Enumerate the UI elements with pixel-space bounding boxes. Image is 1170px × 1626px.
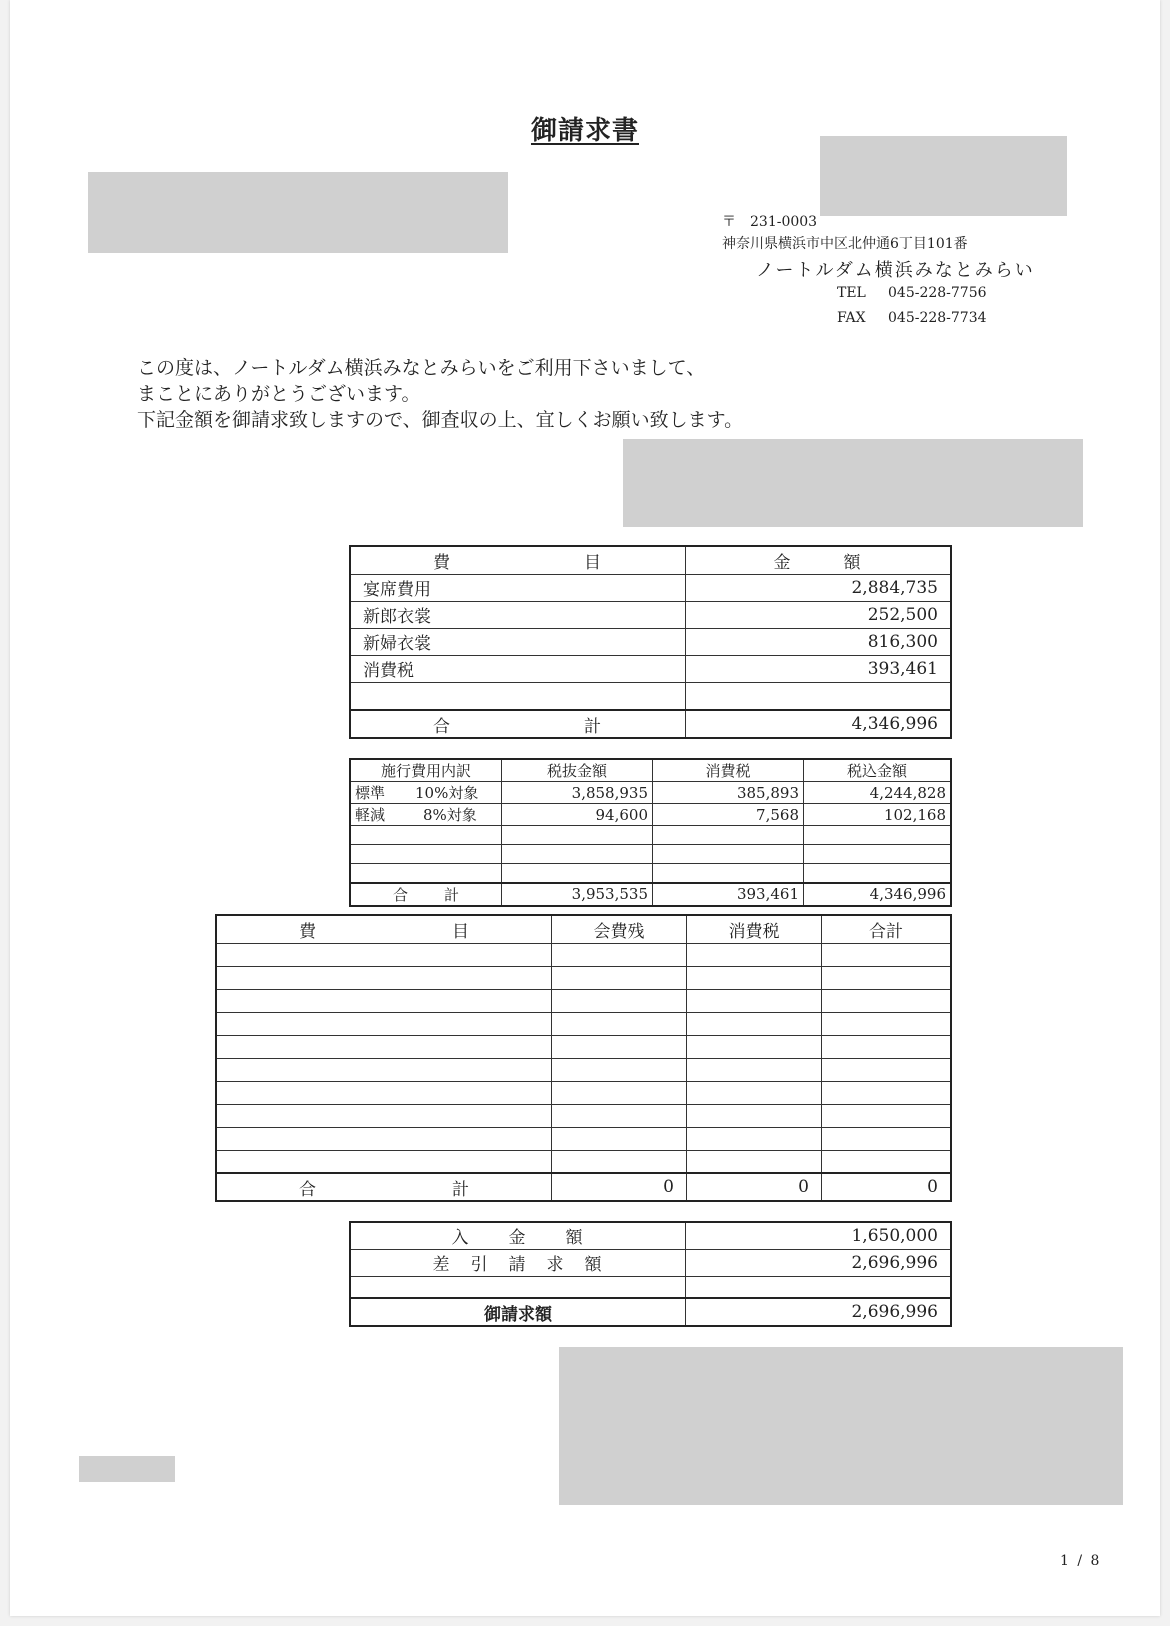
total-label: 合 計: [216, 1173, 552, 1201]
total-label: 合 計: [350, 710, 686, 738]
header-breakdown: 施行費用内訳: [350, 759, 502, 782]
postal-code: 〒 231-0003: [722, 214, 818, 230]
row-amount: 816,300: [686, 628, 952, 655]
table-row: [350, 655, 951, 682]
deposit-amount: 1,650,000: [686, 1222, 952, 1249]
row-amount: 393,461: [686, 655, 952, 682]
fee-table: [215, 914, 952, 1202]
document-title: 御請求書: [530, 116, 639, 146]
row-tax: 7,568: [653, 804, 804, 826]
company-name: ノートルダム横浜みなとみらい: [756, 260, 1035, 281]
row-net: 3,858,935: [502, 782, 653, 804]
table-header-row: [350, 759, 951, 782]
total-row: [350, 883, 951, 906]
row-type: 軽減 8%対象: [350, 804, 502, 826]
table-row-empty: [350, 864, 951, 883]
table-row-empty: [216, 1127, 951, 1150]
total-tax: 0: [687, 1173, 822, 1201]
table-row: [350, 574, 951, 601]
total-balance: 0: [552, 1173, 687, 1201]
fax-number: 045-228-7734: [888, 310, 987, 326]
payment-table: [349, 1221, 952, 1327]
total-net: 3,953,535: [502, 883, 653, 906]
row-amount: 252,500: [686, 601, 952, 628]
table-row-empty: [216, 1104, 951, 1127]
table-header-row: [216, 915, 951, 943]
table-header-row: [350, 546, 951, 574]
row-label: 消費税: [350, 655, 686, 682]
row-label: 新婦衣裳: [350, 628, 686, 655]
billed-row: [350, 1298, 951, 1326]
header-net: 税抜金額: [502, 759, 653, 782]
page-number: 1 / 8: [1060, 1553, 1102, 1569]
balance-amount: 2,696,996: [686, 1249, 952, 1276]
redacted-notes: [559, 1347, 1123, 1505]
table-row-empty: [216, 1081, 951, 1104]
total-row: [216, 1173, 951, 1201]
redacted-small: [79, 1456, 175, 1482]
header-balance: 会費残: [552, 915, 687, 943]
deposit-label: 入 金 額: [350, 1222, 686, 1249]
row-label: 宴席費用: [350, 574, 686, 601]
total-gross: 4,346,996: [804, 883, 952, 906]
balance-label: 差 引 請 求 額: [350, 1249, 686, 1276]
deposit-row: [350, 1222, 951, 1249]
header-cell-item: 費 目: [216, 915, 552, 943]
billed-label: 御請求額: [350, 1298, 686, 1326]
row-gross: 4,244,828: [804, 782, 952, 804]
billed-amount: 2,696,996: [686, 1298, 952, 1326]
row-amount: 2,884,735: [686, 574, 952, 601]
table-row-empty: [216, 1035, 951, 1058]
tax-breakdown-table: [349, 758, 952, 907]
row-tax: 385,893: [653, 782, 804, 804]
redacted-recipient: [88, 172, 508, 253]
header-tax: 消費税: [687, 915, 822, 943]
balance-row: [350, 1249, 951, 1276]
table-row: [350, 804, 951, 826]
address: 神奈川県横浜市中区北仲通6丁目101番: [722, 236, 968, 252]
table-row-empty: [350, 682, 951, 710]
total-label: 合 計: [350, 883, 502, 906]
total-amount: 4,346,996: [686, 710, 952, 738]
total-row: [350, 710, 951, 738]
total-sum: 0: [822, 1173, 952, 1201]
tel-label: TEL: [837, 285, 866, 301]
table-row-empty: [350, 845, 951, 864]
header-tax: 消費税: [653, 759, 804, 782]
row-label: 新郎衣裳: [350, 601, 686, 628]
greeting-line: まことにありがとうございます。: [137, 383, 421, 405]
greeting: [137, 355, 743, 433]
table-row-empty: [216, 989, 951, 1012]
table-row: [350, 601, 951, 628]
table-row-empty: [216, 1012, 951, 1035]
header-cell-amount: 金 額: [686, 546, 952, 574]
summary-table: [349, 545, 952, 739]
redacted-stamp: [820, 136, 1067, 216]
tel-number: 045-228-7756: [888, 285, 987, 301]
greeting-line: この度は、ノートルダム横浜みなとみらいをご利用下さいまして、: [137, 357, 706, 379]
table-row-empty: [350, 826, 951, 845]
table-row-empty: [350, 1276, 951, 1298]
table-row-empty: [216, 1058, 951, 1081]
row-net: 94,600: [502, 804, 653, 826]
row-gross: 102,168: [804, 804, 952, 826]
header-gross: 税込金額: [804, 759, 952, 782]
table-row: [350, 782, 951, 804]
table-row-empty: [216, 1150, 951, 1173]
header-cell-item: 費 目: [350, 546, 686, 574]
table-row: [350, 628, 951, 655]
table-row-empty: [216, 966, 951, 989]
row-type: 標準 10%対象: [350, 782, 502, 804]
header-sum: 合計: [822, 915, 952, 943]
redacted-block: [623, 439, 1083, 527]
greeting-line: 下記金額を御請求致しますので、御査収の上、宜しくお願い致します。: [137, 409, 744, 431]
table-row-empty: [216, 943, 951, 966]
total-tax: 393,461: [653, 883, 804, 906]
fax-label: FAX: [837, 310, 866, 326]
